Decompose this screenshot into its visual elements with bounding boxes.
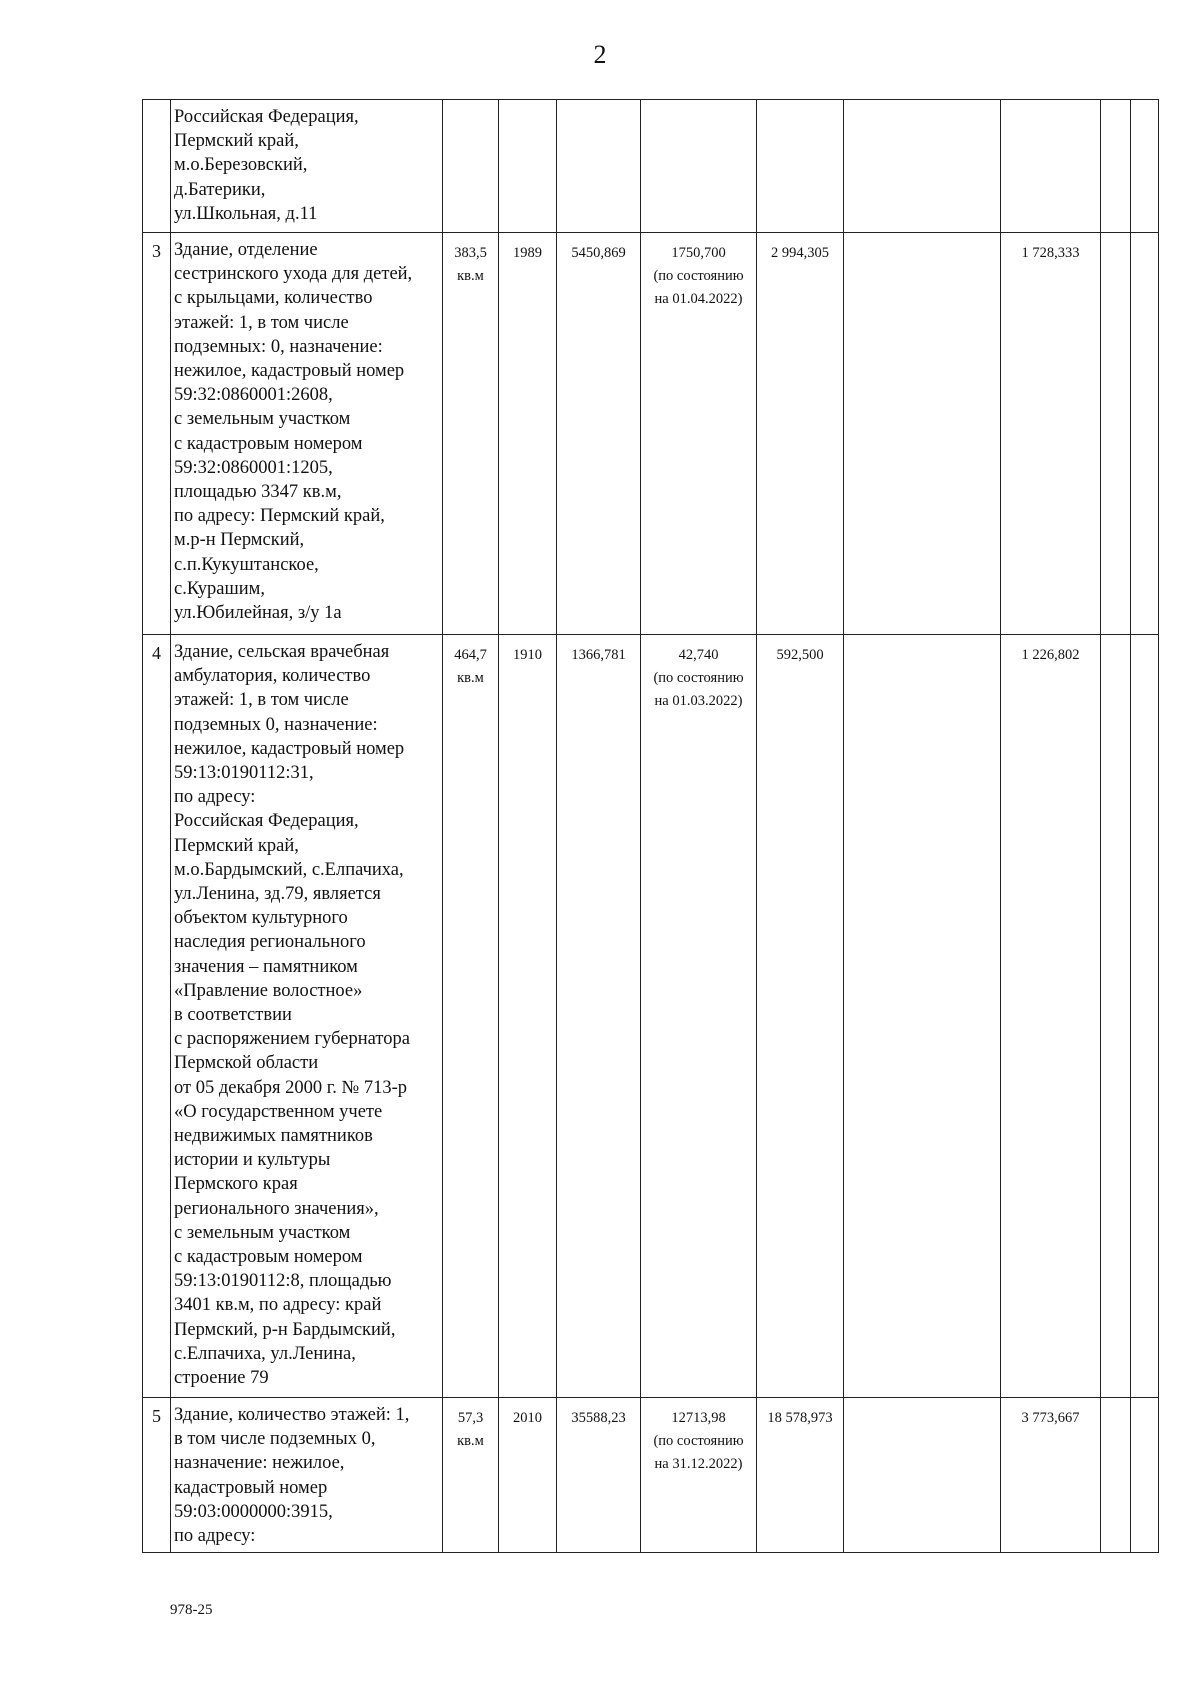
value-date-cell: 12713,98 (по состоянию на 31.12.2022) xyxy=(641,1398,757,1553)
area-cell: 383,5 кв.м xyxy=(443,233,499,635)
value-cell: 2 994,305 xyxy=(757,233,844,635)
area-cell xyxy=(443,100,499,233)
year-cell: 2010 xyxy=(499,1398,557,1553)
object-description: Здание, сельская врачебная амбулатория, количество этажей: 1, в том числе подземных 0, назначение: нежилое, кадастровый номер 59:13:0190112:31, по адресу: Российская Федерация, Пермский край, м.о.Бардымский, с.Елпачиха, ул.Ленина, зд.79, является объектом культурного наследия регионального значения – памятником «Правление волостное» в соответствии с распоряжением губернатора Пермской области от 05 декабря 2000 г. № 713-р «О государственном учете недвижимых памятников истории и культуры Пермского края регионального значения», с земельным участком с кадастровым номером 59:13:0190112:8, площадью 3401 кв.м, по адресу: край Пермский, р-н Бардымский, с.Елпачиха, ул.Ленина, строение 79 xyxy=(171,635,443,1398)
year-cell xyxy=(499,100,557,233)
object-description: Здание, отделение сестринского ухода для детей, с крыльцами, количество этажей: 1, в том числе подземных: 0, назначение: нежилое, кадастровый номер 59:32:0860001:2608, с земельным участком с кадастровым номером 59:32:0860001:1205, площадью 3347 кв.м, по адресу: Пермский край, м.р-н Пермский, с.п.Кукуштанское, с.Курашим, ул.Юбилейная, з/у 1а xyxy=(171,233,443,635)
empty-cell xyxy=(1101,635,1131,1398)
area-cell: 464,7 кв.м xyxy=(443,635,499,1398)
year-cell: 1989 xyxy=(499,233,557,635)
empty-cell xyxy=(1131,233,1159,635)
empty-cell xyxy=(844,233,1001,635)
empty-cell xyxy=(844,1398,1001,1553)
object-description: Здание, количество этажей: 1, в том числе подземных 0, назначение: нежилое, кадастровый номер 59:03:0000000:3915, по адресу: xyxy=(171,1398,443,1553)
value-cell: 35588,23 xyxy=(557,1398,641,1553)
value-cell: 18 578,973 xyxy=(757,1398,844,1553)
empty-cell xyxy=(1131,100,1159,233)
value-cell: 5450,869 xyxy=(557,233,641,635)
document-code: 978-25 xyxy=(170,1602,213,1618)
row-number xyxy=(143,100,171,233)
area-cell: 57,3 кв.м xyxy=(443,1398,499,1553)
value-cell: 1 728,333 xyxy=(1001,233,1101,635)
page-number: 2 xyxy=(593,40,607,69)
empty-cell xyxy=(1101,1398,1131,1553)
empty-cell xyxy=(1131,1398,1159,1553)
value-date-cell: 42,740 (по состоянию на 01.03.2022) xyxy=(641,635,757,1398)
row-number: 5 xyxy=(143,1398,171,1553)
value-cell xyxy=(557,100,641,233)
value-cell: 592,500 xyxy=(757,635,844,1398)
value-cell: 3 773,667 xyxy=(1001,1398,1101,1553)
empty-cell xyxy=(1131,635,1159,1398)
value-cell xyxy=(1001,100,1101,233)
value-date-cell xyxy=(641,100,757,233)
empty-cell xyxy=(1101,100,1131,233)
value-cell: 1366,781 xyxy=(557,635,641,1398)
empty-cell xyxy=(844,635,1001,1398)
value-cell: 1 226,802 xyxy=(1001,635,1101,1398)
table-row xyxy=(143,100,1159,233)
value-cell xyxy=(757,100,844,233)
empty-cell xyxy=(844,100,1001,233)
table-row xyxy=(143,1398,1159,1553)
row-number: 4 xyxy=(143,635,171,1398)
value-date-cell: 1750,700 (по состоянию на 01.04.2022) xyxy=(641,233,757,635)
object-description: Российская Федерация, Пермский край, м.о.Березовский, д.Батерики, ул.Школьная, д.11 xyxy=(171,100,443,233)
empty-cell xyxy=(1101,233,1131,635)
property-table xyxy=(142,99,1159,1553)
table-row xyxy=(143,233,1159,635)
year-cell: 1910 xyxy=(499,635,557,1398)
table-row xyxy=(143,635,1159,1398)
row-number: 3 xyxy=(143,233,171,635)
